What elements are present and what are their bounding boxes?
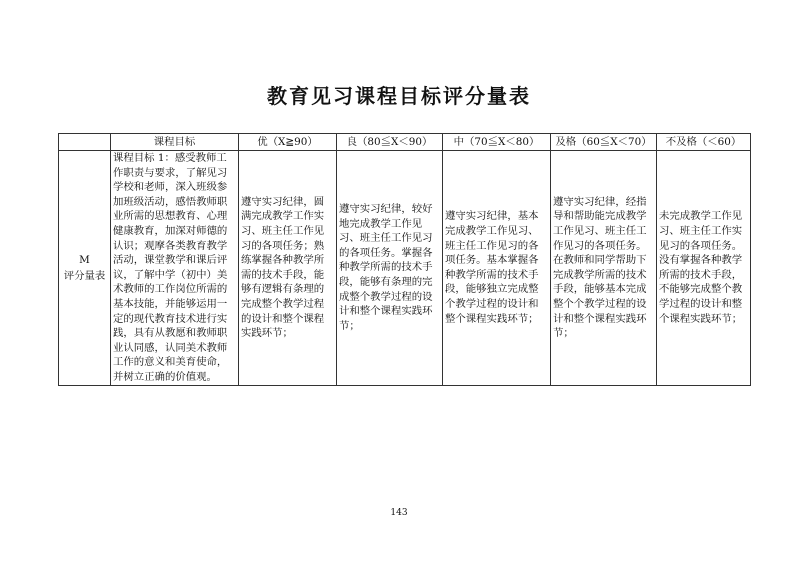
criteria-pass: 遵守实习纪律，经指导和帮助能完成教学工作见习、班主任工作见习的各项任务。在教师和同学帮助下完成教学所需的技术手段，能够基本完成整个个教学过程的设计和整个课程实践环节； <box>551 151 657 386</box>
criteria-good: 遵守实习纪律，较好地完成教学工作见习、班主任工作见习的各项任务。掌握各种教学所需的技术手段，能够有条理的完成整个教学过程的设计和整个课程实践环节； <box>337 151 443 386</box>
header-medium: 中（70≦X＜80） <box>443 134 551 151</box>
page-title: 教育见习课程目标评分量表 <box>267 84 531 108</box>
criteria-excellent: 遵守实习纪律，圆满完成教学工作实习、班主任工作见习的各项任务；熟练掌握各种教学所需的技术手段，能够有逻辑有条理的完成整个教学过程的设计和整个课程实践环节； <box>239 151 337 386</box>
objective-cell: 课程目标 1：感受教师工作职责与要求，了解见习学校和老师，深入班级参加班级活动，感悟教师职业所需的思想教育、心理健康教育，加深对师德的认识；观摩各类教育教学活动，课堂教学和课后评议，了解中学（初中）美术教师的工作岗位所需的基本技能，并能够运用一定的现代教育技术进行实践，具有从教愿和教师职业认同感，认同美术教师工作的意义和美育使命，并树立正确的价值观。 <box>111 151 239 386</box>
page-number: 143 <box>390 508 408 518</box>
header-fail: 不及格（＜60） <box>657 134 751 151</box>
row-label <box>59 151 111 386</box>
criteria-medium: 遵守实习纪律，基本完成教学工作见习、班主任工作见习的各项任务。基本掌握各种教学所需的技术手段，能够独立完成整个教学过程的设计和整个课程实践环节； <box>443 151 551 386</box>
header-good: 良（80≦X＜90） <box>337 134 443 151</box>
header-excellent: 优（X≧90） <box>239 134 337 151</box>
criteria-fail: 未完成教学工作见习、班主任工作实见习的各项任务。没有掌握各种教学所需的技术手段，不能够完成整个教学过程的设计和整个课程实践环节； <box>657 151 751 386</box>
header-objective: 课程目标 <box>111 134 239 151</box>
row-label-text: 评分量表 <box>63 269 106 282</box>
table-row <box>59 151 751 386</box>
header-corner <box>59 134 111 151</box>
row-label-code: M <box>79 253 90 266</box>
rubric-table <box>58 133 751 386</box>
header-pass: 及格（60≦X＜70） <box>551 134 657 151</box>
table-header-row <box>59 134 751 151</box>
